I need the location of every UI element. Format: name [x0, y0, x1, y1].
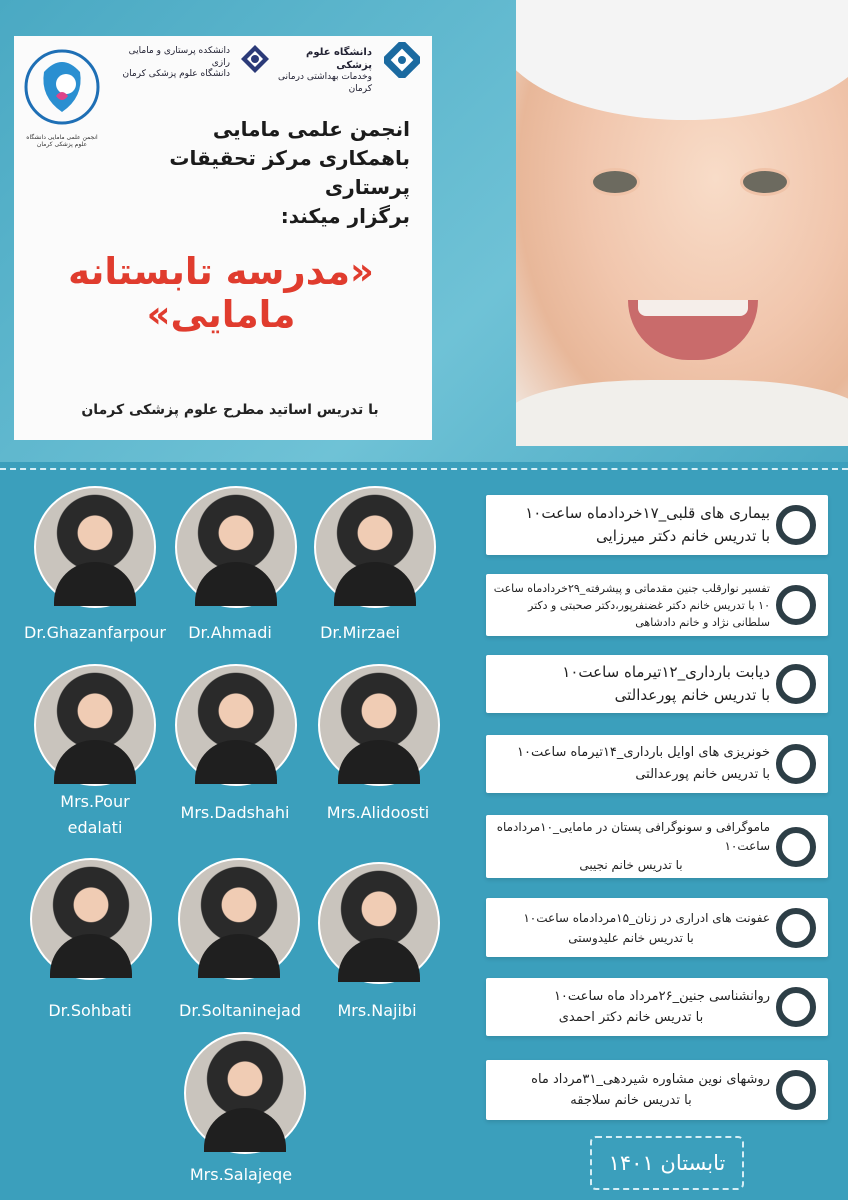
- session-title: خونریزی های اوایل بارداری_۱۴تیرماه ساعت۱۰: [517, 745, 770, 760]
- session-teacher: با تدریس خانم علیدوستی: [568, 930, 694, 945]
- faculty-name-line-2: دانشگاه علوم پزشکی کرمان: [122, 69, 230, 80]
- season-label: تابستان ۱۴۰۱: [590, 1136, 744, 1190]
- instructor-name: Mrs.Alidoosti: [326, 803, 430, 822]
- session-teacher: با تدریس خانم سلاجقه: [570, 1093, 692, 1108]
- intro-text: [90, 115, 410, 231]
- page-title: «مدرسه تابستانه مامایی»: [68, 250, 374, 336]
- session-card: [486, 735, 828, 793]
- instructor-name: Mrs.Pour edalati: [60, 792, 130, 837]
- session-card: [486, 655, 828, 713]
- university-name: [272, 46, 372, 95]
- session-title: تفسیر نوارقلب جنین مقدماتی و پیشرفته_۲۹خردادماه ساعت ۱۰ با تدریس خانم دکتر غضنفرپور،دکتر صحبتی و دکتر سلطانی نژاد و خانم دادشاهی: [493, 581, 770, 629]
- instructor-photo: [178, 858, 300, 980]
- session-teacher: با تدریس خانم پورعدالتی: [635, 767, 770, 782]
- instructor-photo: [175, 486, 297, 608]
- university-emblem-icon: [384, 42, 420, 78]
- instructor-name: Dr.Ghazanfarpour: [24, 623, 166, 642]
- instructor-name: Mrs.Dadshahi: [180, 803, 290, 822]
- session-teacher: با تدریس خانم دکتر احمدی: [558, 1010, 704, 1025]
- instructor-name: Dr.Soltaninejad: [179, 1001, 301, 1020]
- session-title: ماموگرافی و سونوگرافی پستان در مامایی_۱۰مردادماه ساعت۱۰: [496, 820, 770, 853]
- bullet-icon: [776, 987, 816, 1027]
- instructor-name: Dr.Mirzaei: [320, 623, 400, 642]
- instructor-photo: [314, 486, 436, 608]
- bullet-icon: [776, 908, 816, 948]
- intro-line: باهمکاری مرکز تحقیقات پرستاری: [169, 146, 410, 199]
- bullet-icon: [776, 664, 816, 704]
- session-title: دیابت بارداری_۱۲تیرماه ساعت۱۰: [562, 663, 770, 681]
- instructor-name: Dr.Sohbati: [48, 1001, 132, 1020]
- bullet-icon: [776, 1070, 816, 1110]
- instructor-photo: [184, 1032, 306, 1154]
- session-card: [486, 898, 828, 957]
- instructor-photo: [34, 664, 156, 786]
- association-logo-caption: انجمن علمی مامایی دانشگاه علوم پزشکی کرمان: [26, 134, 98, 149]
- baby-photo: [516, 0, 848, 446]
- subtitle: با تدریس اساتید مطرح علوم پزشکی کرمان: [81, 402, 379, 418]
- university-name-line-2: وخدمات بهداشتی درمانی کرمان: [278, 72, 372, 94]
- session-card: [486, 815, 828, 878]
- session-teacher: با تدریس خانم پورعدالتی: [614, 686, 770, 704]
- session-title: روشهای نوین مشاوره شیردهی_۳۱مرداد ماه: [531, 1072, 770, 1087]
- university-name-line-1: دانشگاه علوم پزشکی: [306, 47, 372, 71]
- instructor-photo: [30, 858, 152, 980]
- session-teacher: با تدریس خانم دکتر میرزایی: [596, 527, 770, 545]
- bullet-icon: [776, 585, 816, 625]
- bullet-icon: [776, 827, 816, 867]
- intro-line: انجمن علمی مامایی: [212, 117, 410, 141]
- intro-line: برگزار میکند:: [280, 204, 410, 228]
- faculty-emblem-icon: [240, 44, 270, 74]
- session-title: روانشناسی جنین_۲۶مرداد ماه ساعت۱۰: [553, 989, 770, 1004]
- session-card: [486, 978, 828, 1036]
- session-card: [486, 495, 828, 555]
- instructor-name: Mrs.Salajeqe: [189, 1165, 293, 1184]
- instructor-photo: [318, 862, 440, 984]
- session-card: [486, 1060, 828, 1120]
- instructor-photo: [34, 486, 156, 608]
- session-title: عفونت های ادراری در زنان_۱۵مردادماه ساعت۱۰: [523, 910, 770, 925]
- bullet-icon: [776, 505, 816, 545]
- session-teacher: با تدریس خانم نجیبی: [579, 858, 683, 872]
- divider: [0, 468, 848, 470]
- faculty-name-line-1: دانشکده پرستاری و مامایی رازی: [128, 46, 230, 68]
- instructor-name: Dr.Ahmadi: [188, 623, 272, 642]
- instructor-photo: [175, 664, 297, 786]
- faculty-name: [110, 46, 230, 81]
- session-title: بیماری های قلبی_۱۷خردادماه ساعت۱۰: [525, 504, 770, 522]
- instructor-name: Mrs.Najibi: [337, 1001, 417, 1020]
- session-card: [486, 574, 828, 636]
- bullet-icon: [776, 744, 816, 784]
- instructor-photo: [318, 664, 440, 786]
